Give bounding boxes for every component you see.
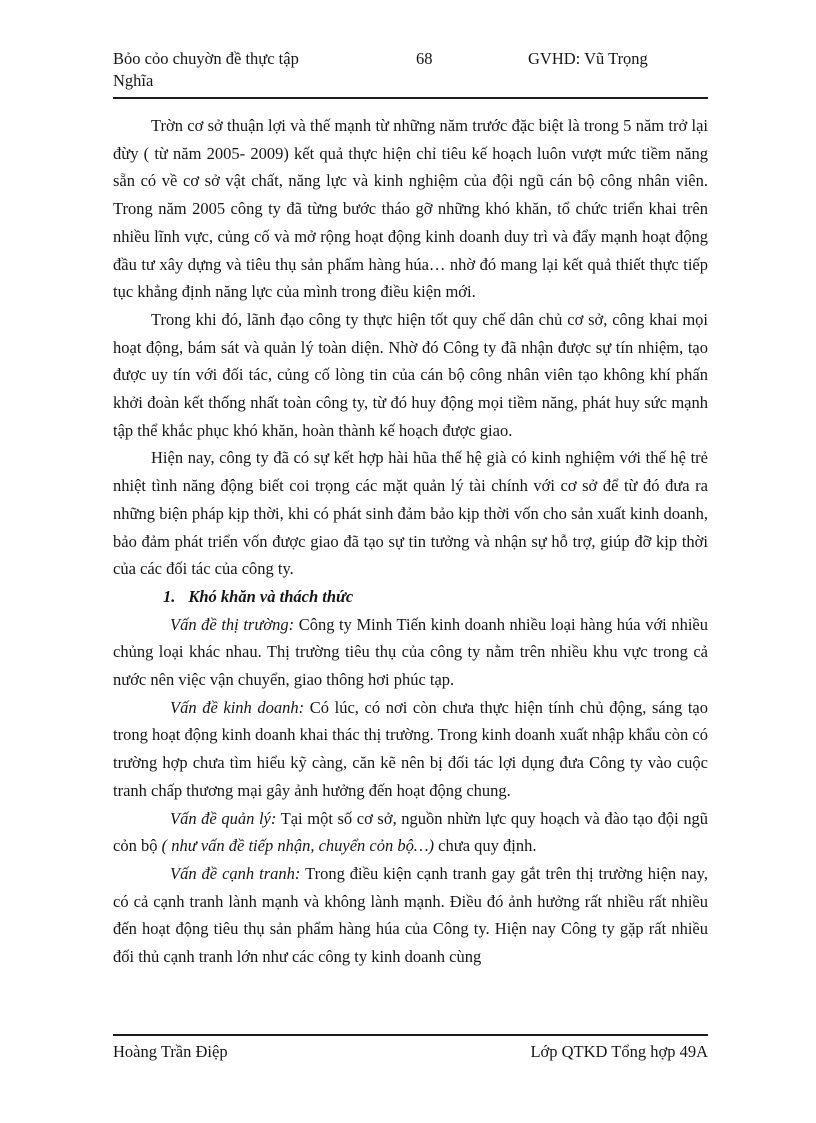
- issue-paragraph-market: [113, 611, 708, 694]
- header-advisor: GVHD: Vũ Trọng: [528, 49, 648, 68]
- issue-text-management-2: chưa quy định.: [434, 836, 537, 856]
- issue-lead-competition: Vấn đề cạnh tranh:: [170, 863, 301, 883]
- document-body: [113, 112, 708, 1033]
- footer-class: Lớp QTKD Tổng hợp 49A: [530, 1042, 708, 1061]
- footer-author: Hoàng Trần Điệp: [113, 1042, 228, 1061]
- body-paragraph-3: Hiện nay, công ty đã có sự kết hợp hài hũa thế hệ già có kinh nghiệm với thế hệ trẻ nhiệt tình năng động biết coi trọng các mặt quản lý tài chính với cơ sở để từ đó đưa ra những biện pháp kịp thời, khi có phát sinh đảm bảo kịp thời vốn cho sản xuất kinh doanh, bảo đảm phát triển vốn được giao đã tạo sự tin tưởng và nhận sự hỗ trợ, giúp đỡ kịp thời của các đối tác của công ty.: [113, 448, 708, 579]
- header-line-2: [113, 70, 708, 92]
- header-doc-title: Bỏo cỏo chuyờn đề thực tập: [113, 49, 299, 68]
- issue-paragraph-competition: [113, 860, 708, 971]
- issue-text-business: Có lúc, có nơi còn chưa thực hiện tính chủ động, sáng tạo trong hoạt động kinh doanh khai thác thị trường. Trong kinh doanh xuất nhập khẩu còn có trường hợp chưa tìm hiểu kỹ càng, căn kẽ nên bị đối tác lợi dụng đưa Công ty vào cuộc tranh chấp thương mại gây ảnh hưởng đến hoạt động chung.: [113, 697, 708, 800]
- header-advisor-wrap: Nghĩa: [113, 71, 154, 90]
- issue-text-management-1: Tại một số cơ sở, nguồn nhừn lực quy hoạch và đào tạo đội ngũ cỏn bộ: [113, 808, 708, 856]
- issue-lead-management: Vấn đề quản lý:: [170, 808, 277, 828]
- page-header: [113, 48, 708, 99]
- section-heading: [163, 583, 708, 611]
- section-heading-number: 1.: [163, 586, 176, 606]
- issue-lead-business: Vấn đề kinh doanh:: [170, 697, 305, 717]
- issue-paragraph-business: [113, 694, 708, 805]
- issue-text-competition: Trong điều kiện cạnh tranh gay gắt trên thị trường hiện nay, có cả cạnh tranh lành mạnh và không lành mạnh. Điều đó ảnh hưởng rất nhiều rất nhiều đến hoạt động tiêu thụ sản phẩm hàng húa của Công ty. Hiện nay Công ty gặp rất nhiều đối thủ cạnh tranh lớn như các công ty kinh doanh cùng: [113, 863, 708, 967]
- section-heading-title: Khó khăn và thách thức: [188, 586, 354, 606]
- issue-text-management-parenthetical: ( như vấn đề tiếp nhận, chuyển cỏn bộ…): [161, 836, 435, 856]
- issue-paragraph-management: [113, 805, 708, 860]
- header-line-1: [113, 48, 708, 70]
- page-footer: [113, 1034, 708, 1063]
- issue-lead-market: Vấn đề thị trường:: [170, 614, 295, 634]
- issue-text-market: Công ty Minh Tiến kinh doanh nhiều loại hàng húa với nhiều chủng loại khác nhau. Thị trường tiêu thụ của công ty nằm trên nhiều khu vực trong cả nước nên việc vận chuyển, giao thông hơi phúc tạp.: [113, 614, 708, 690]
- body-paragraph-2: Trong khi đó, lãnh đạo công ty thực hiện tốt quy chế dân chủ cơ sở, công khai mọi hoạt động, bám sát và quản lý toàn diện. Nhờ đó Công ty đã nhận được sự tín nhiệm, tạo được uy tín với đối tác, củng cố lòng tin của cán bộ công nhân viên tạo không khí phấn khởi đoàn kết thống nhất toàn công ty, từ đó huy động mọi tiềm năng, phát huy sức mạnh tập thể khắc phục khó khăn, hoàn thành kế hoạch được giao.: [113, 309, 708, 440]
- body-paragraph-1: Trờn cơ sở thuận lợi và thế mạnh từ những năm trước đặc biệt là trong 5 năm trở lại đừy ( từ năm 2005- 2009) kết quả thực hiện chỉ tiêu kế hoạch luôn vượt mức tiềm năng sẵn có về cơ sở vật chất, năng lực và kinh nghiệm của đội ngũ cán bộ công nhân viên. Trong năm 2005 công ty đã từng bước tháo gỡ những khó khăn, tổ chức triển khai trên nhiều lĩnh vực, củng cố và mở rộng hoạt động kinh doanh duy trì và đẩy mạnh hoạt động đầu tư xây dựng và tiêu thụ sản phẩm hàng húa… nhờ đó mang lại kết quả thiết thực tiếp tục khẳng định năng lực của mình trong điều kiện mới.: [113, 116, 708, 302]
- header-page-number: 68: [416, 49, 433, 68]
